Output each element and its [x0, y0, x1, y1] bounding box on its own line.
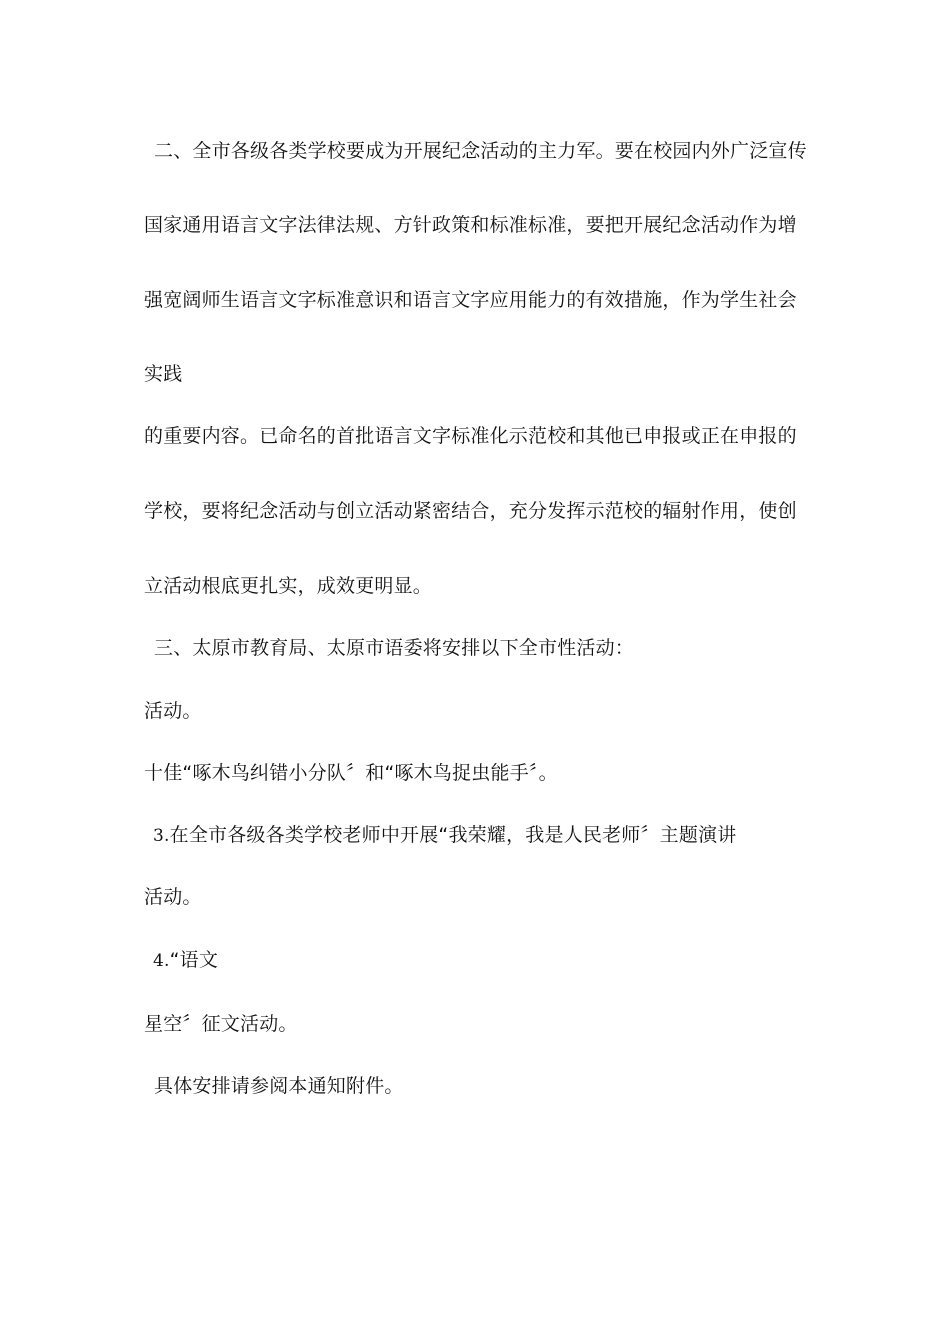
activity-three-line-2: 活动。: [144, 886, 202, 908]
activity-four-number: 4.: [153, 951, 170, 971]
paragraph-two-line-2: 国家通用语言文字法律法规、方针政策和标准标准，要把开展纪念活动作为增: [144, 214, 797, 236]
activity-one-text: 活动。: [144, 700, 202, 722]
activity-three-text: 在全市各级各类学校老师中开展“我荣耀，我是人民老师〞主题演讲: [169, 824, 737, 846]
activity-two-text: 十佳“啄木鸟纠错小分队〞和“啄木鸟捉虫能手〞。: [144, 762, 558, 784]
paragraph-three-heading: 三、太原市教育局、太原市语委将安排以下全市性活动：: [154, 637, 635, 659]
paragraph-two-line-5: 的重要内容。已命名的首批语言文字标准化示范校和其他已申报或正在申报的: [144, 425, 797, 447]
paragraph-two-line-7: 立活动根底更扎实，成效更明显。: [144, 575, 433, 597]
activity-four-text: “语文: [169, 949, 219, 971]
paragraph-two-line-1: 二、全市各级各类学校要成为开展纪念活动的主力军。要在校园内外广泛宣传: [154, 140, 807, 162]
activity-four-line-2: 星空〞征文活动。: [144, 1013, 298, 1035]
activity-three-number: 3.: [153, 826, 170, 846]
closing-note: 具体安排请参阅本通知附件。: [154, 1075, 404, 1097]
paragraph-two-line-3: 强宽阔师生语言文字标准意识和语言文字应用能力的有效措施，作为学生社会: [144, 289, 797, 311]
activity-four-line-1: [153, 948, 218, 973]
activity-three-line-1: [153, 823, 736, 848]
paragraph-two-line-4: 实践: [144, 363, 183, 385]
paragraph-two-line-6: 学校，要将纪念活动与创立活动紧密结合，充分发挥示范校的辐射作用，使创: [144, 500, 797, 522]
